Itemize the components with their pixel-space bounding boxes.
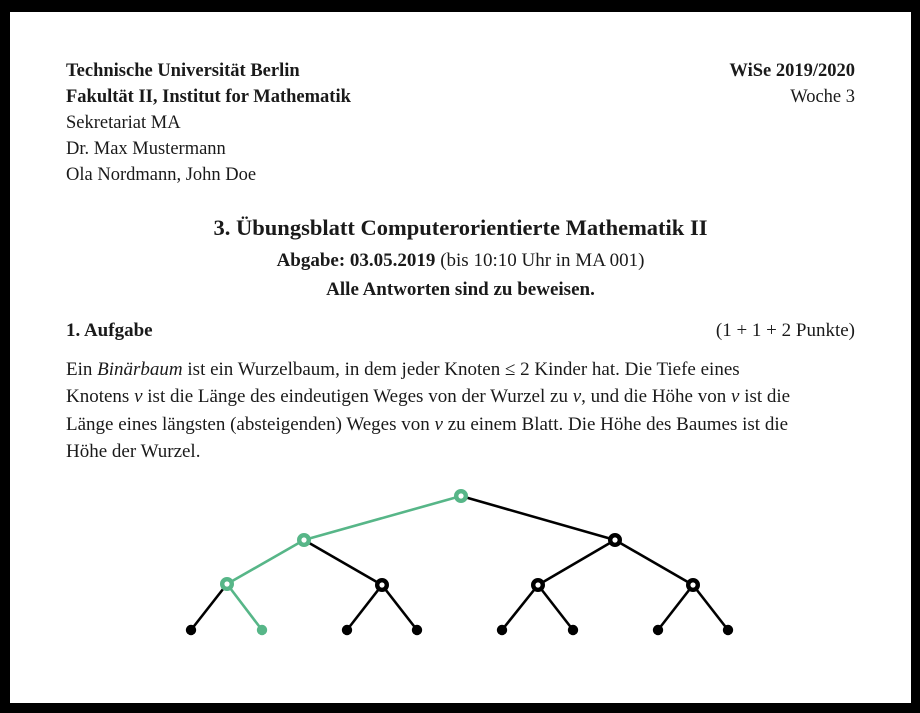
title-block bbox=[66, 214, 855, 302]
header-lecturer: Dr. Max Mustermann bbox=[66, 139, 226, 159]
text-segment: zu einem Blatt. Die Höhe des Baumes ist die bbox=[442, 413, 789, 435]
paragraph-line bbox=[66, 356, 855, 383]
deadline-line bbox=[66, 249, 855, 273]
header-university: Technische Universität Berlin bbox=[66, 61, 300, 81]
header-faculty: Fakultät II, Institut for Mathematik bbox=[66, 87, 351, 107]
text-segment: Knotens bbox=[66, 386, 135, 408]
text-segment: Höhe der Wurzel. bbox=[66, 441, 201, 463]
semester-label: WiSe 2019/2020 bbox=[729, 61, 855, 81]
math-variable: v bbox=[434, 413, 443, 435]
exercise-heading: 1. Aufgabe bbox=[66, 320, 153, 341]
paragraph-line bbox=[66, 383, 855, 410]
exercise-row bbox=[66, 319, 855, 343]
week-label: Woche 3 bbox=[790, 87, 855, 107]
text-segment: ist ein Wurzelbaum, in dem jeder Knoten ≤ 2 Kinder hat. Die Tiefe eines bbox=[182, 359, 740, 380]
text-segment: , und die Höhe von bbox=[581, 386, 731, 408]
math-variable: v bbox=[731, 386, 740, 408]
deadline-details: (bis 10:10 Uhr in MA 001) bbox=[435, 250, 645, 271]
text-segment: Länge eines längsten (absteigenden) Weges von bbox=[66, 413, 435, 435]
math-variable: v bbox=[134, 386, 143, 408]
text-segment: ist die bbox=[739, 386, 791, 408]
text-segment: Ein bbox=[66, 359, 98, 380]
header bbox=[66, 58, 855, 188]
math-variable: Binärbaum bbox=[97, 359, 183, 380]
deadline-date: Abgabe: 03.05.2019 bbox=[276, 250, 436, 271]
intro-paragraph bbox=[66, 356, 855, 466]
document-page bbox=[10, 12, 911, 703]
sheet-title: 3. Übungsblatt Computerorientierte Mathematik II bbox=[213, 215, 708, 240]
points-label: (1 + 1 + 2 Punkte) bbox=[715, 320, 855, 341]
paragraph-line bbox=[66, 411, 855, 438]
math-variable: v bbox=[572, 386, 582, 408]
paragraph-line bbox=[66, 438, 855, 465]
text-segment: ist die Länge des eindeutigen Weges von der Wurzel zu bbox=[142, 386, 573, 408]
proof-note: Alle Antworten sind zu beweisen. bbox=[326, 279, 595, 300]
header-right bbox=[729, 58, 855, 110]
header-assistants: Ola Nordmann, John Doe bbox=[66, 165, 257, 185]
header-secretariat: Sekretariat MA bbox=[66, 113, 181, 133]
